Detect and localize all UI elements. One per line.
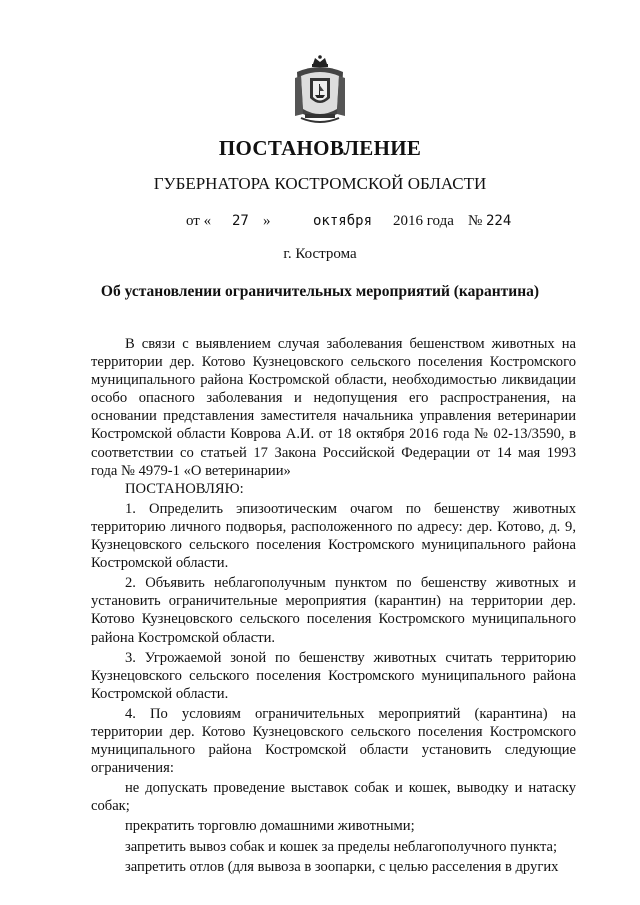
issuer-subtitle: ГУБЕРНАТОРА КОСТРОМСКОЙ ОБЛАСТИ <box>153 174 487 193</box>
item-4: 4. По условиям ограничительных мероприятий (карантина) на территории дер. Котово Кузнецовского сельского поселения Костромского муниципального района Костромской области установить следующие ограничения: <box>91 705 576 777</box>
date-month: октября <box>313 213 373 229</box>
date-line <box>0 213 640 235</box>
item-3: 3. Угрожаемой зоной по бешенству животных считать территорию Кузнецовского сельского поселения Костромского муниципального района Костромской области. <box>91 649 576 702</box>
document-title: Об установлении ограничительных мероприятий (карантина) <box>100 283 540 300</box>
preamble-paragraph: В связи с выявлением случая заболевания бешенством животных на территории дер. Котово Кузнецовского сельского поселения Костромского муниципального района Костромской области, необходимостью ликвидации особо опасного заболевания и недопущения его распространения, на основании представления заместителя начальника управления ветеринарии Костромской области Коврова А.И. от 18 октября 2016 года № 02-13/3590, в соответствии со статьей 17 Закона Российской Федерации от 14 мая 1993 года № 4979-1 «О ветеринарии» <box>91 336 576 479</box>
document-number: 224 <box>486 213 512 229</box>
date-close-quote: » <box>263 213 271 229</box>
coat-of-arms-emblem <box>291 54 349 126</box>
item-2: 2. Объявить неблагополучным пунктом по бешенству животных и установить ограничительные мероприятия (карантин) на территории дер. Котово Кузнецовского сельского поселения Костромского муниципального района Костромской области. <box>91 575 576 646</box>
restriction-3: запретить вывоз собак и кошек за пределы неблагополучного пункта; <box>125 838 558 855</box>
date-year: 2016 года <box>393 213 454 229</box>
restriction-4: запретить отлов (для вывоза в зоопарки, с целью расселения в других <box>125 858 559 875</box>
date-day: 27 <box>232 213 249 229</box>
number-label: № <box>468 213 483 229</box>
decree-word: ПОСТАНОВЛЯЮ: <box>125 480 244 497</box>
restriction-2: прекратить торговлю домашними животными; <box>125 818 415 835</box>
date-from-label: от « <box>186 213 212 229</box>
page-title: ПОСТАНОВЛЕНИЕ <box>218 136 422 160</box>
city: г. Кострома <box>283 246 357 262</box>
document-body <box>91 335 576 876</box>
restriction-1: не допускать проведение выставок собак и кошек, выводку и натаску собак; <box>91 780 576 815</box>
item-1: 1. Определить эпизоотическим очагом по бешенству животных территорию личного подворья, расположенного по адресу: дер. Котово, д. 9, Кузнецовского сельского поселения Костромского муниципального района Костромской области. <box>91 500 576 572</box>
